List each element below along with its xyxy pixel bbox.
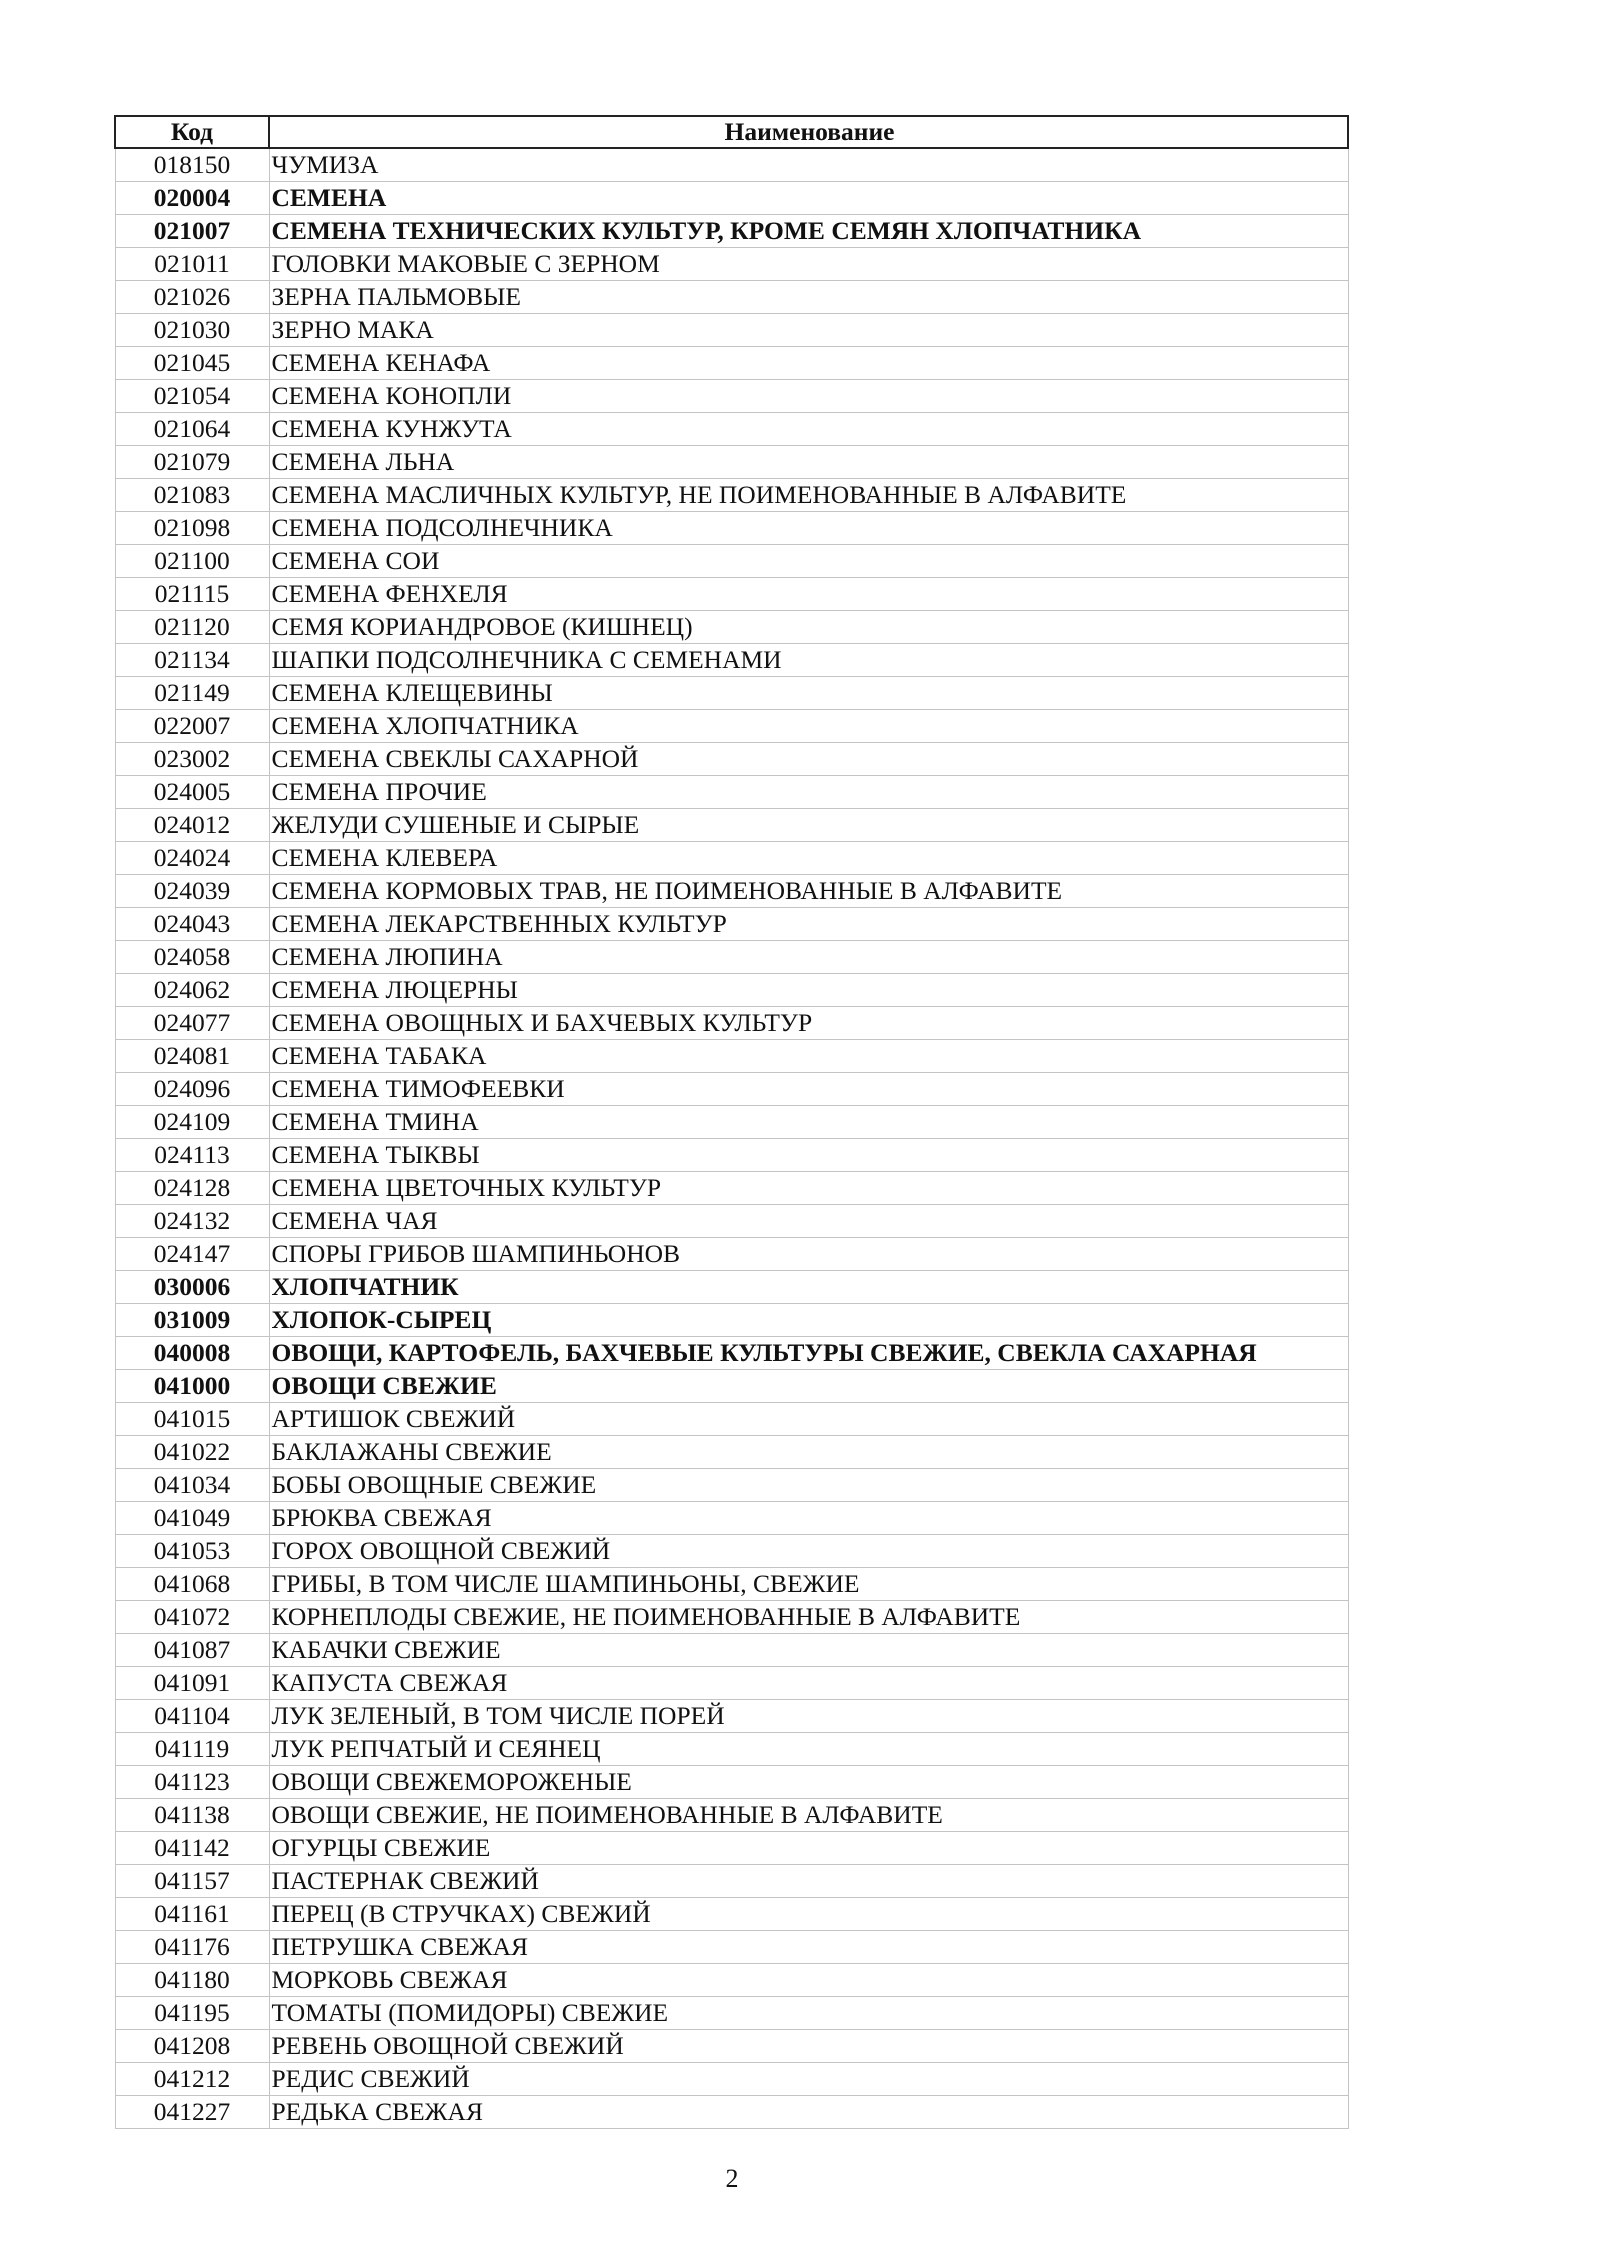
row-name: СЕМЕНА ФЕНХЕЛЯ bbox=[269, 578, 1348, 611]
row-name: СЕМЕНА КЕНАФА bbox=[269, 347, 1348, 380]
column-header-name: Наименование bbox=[269, 116, 1348, 148]
row-name: ХЛОПОК-СЫРЕЦ bbox=[269, 1304, 1348, 1337]
row-code: 021026 bbox=[115, 281, 269, 314]
row-name: ЖЕЛУДИ СУШЕНЫЕ И СЫРЫЕ bbox=[269, 809, 1348, 842]
row-code: 041049 bbox=[115, 1502, 269, 1535]
table-row bbox=[115, 1535, 1348, 1568]
row-code: 041180 bbox=[115, 1964, 269, 1997]
row-name: СЕМЕНА ТЫКВЫ bbox=[269, 1139, 1348, 1172]
row-name: ХЛОПЧАТНИК bbox=[269, 1271, 1348, 1304]
row-code: 021007 bbox=[115, 215, 269, 248]
row-code: 021115 bbox=[115, 578, 269, 611]
row-name: КАБАЧКИ СВЕЖИЕ bbox=[269, 1634, 1348, 1667]
table-row bbox=[115, 2096, 1348, 2129]
row-code: 024012 bbox=[115, 809, 269, 842]
row-code: 041022 bbox=[115, 1436, 269, 1469]
table-row bbox=[115, 1964, 1348, 1997]
row-code: 041227 bbox=[115, 2096, 269, 2129]
table-row bbox=[115, 281, 1348, 314]
table-row bbox=[115, 1106, 1348, 1139]
row-name: СЕМЕНА СВЕКЛЫ САХАРНОЙ bbox=[269, 743, 1348, 776]
table-row bbox=[115, 512, 1348, 545]
row-name: РЕДИС СВЕЖИЙ bbox=[269, 2063, 1348, 2096]
table-row bbox=[115, 1304, 1348, 1337]
row-code: 021149 bbox=[115, 677, 269, 710]
row-name: СЕМЕНА ЛЕКАРСТВЕННЫХ КУЛЬТУР bbox=[269, 908, 1348, 941]
row-code: 024147 bbox=[115, 1238, 269, 1271]
row-code: 021045 bbox=[115, 347, 269, 380]
row-code: 041053 bbox=[115, 1535, 269, 1568]
row-name: СЕМЕНА ЛЮЦЕРНЫ bbox=[269, 974, 1348, 1007]
row-code: 024096 bbox=[115, 1073, 269, 1106]
table-row bbox=[115, 148, 1348, 182]
table-row bbox=[115, 1733, 1348, 1766]
row-name: ЛУК РЕПЧАТЫЙ И СЕЯНЕЦ bbox=[269, 1733, 1348, 1766]
row-code: 041212 bbox=[115, 2063, 269, 2096]
table-row bbox=[115, 1040, 1348, 1073]
row-name: СЕМЕНА ТМИНА bbox=[269, 1106, 1348, 1139]
row-code: 021011 bbox=[115, 248, 269, 281]
row-name: БРЮКВА СВЕЖАЯ bbox=[269, 1502, 1348, 1535]
table-row bbox=[115, 776, 1348, 809]
row-name: СЕМЕНА ТАБАКА bbox=[269, 1040, 1348, 1073]
row-code: 024109 bbox=[115, 1106, 269, 1139]
row-code: 021120 bbox=[115, 611, 269, 644]
table-row bbox=[115, 1073, 1348, 1106]
row-code: 041176 bbox=[115, 1931, 269, 1964]
row-name: ОВОЩИ СВЕЖЕМОРОЖЕНЫЕ bbox=[269, 1766, 1348, 1799]
table-row bbox=[115, 380, 1348, 413]
row-name: СЕМЕНА ЛЮПИНА bbox=[269, 941, 1348, 974]
row-name: КАПУСТА СВЕЖАЯ bbox=[269, 1667, 1348, 1700]
row-name: СПОРЫ ГРИБОВ ШАМПИНЬОНОВ bbox=[269, 1238, 1348, 1271]
table-row bbox=[115, 743, 1348, 776]
row-name: СЕМЕНА ТЕХНИЧЕСКИХ КУЛЬТУР, КРОМЕ СЕМЯН ХЛОПЧАТНИКА bbox=[269, 215, 1348, 248]
table-row bbox=[115, 1370, 1348, 1403]
table-row bbox=[115, 1502, 1348, 1535]
table-row bbox=[115, 1799, 1348, 1832]
row-code: 023002 bbox=[115, 743, 269, 776]
row-code: 030006 bbox=[115, 1271, 269, 1304]
row-code: 041142 bbox=[115, 1832, 269, 1865]
table-row bbox=[115, 1238, 1348, 1271]
row-name: ПЕРЕЦ (В СТРУЧКАХ) СВЕЖИЙ bbox=[269, 1898, 1348, 1931]
table-row bbox=[115, 1667, 1348, 1700]
table-row bbox=[115, 875, 1348, 908]
table-row bbox=[115, 2063, 1348, 2096]
row-code: 021100 bbox=[115, 545, 269, 578]
row-name: ЗЕРНО МАКА bbox=[269, 314, 1348, 347]
table-row bbox=[115, 545, 1348, 578]
row-code: 024024 bbox=[115, 842, 269, 875]
row-code: 041087 bbox=[115, 1634, 269, 1667]
table-row bbox=[115, 1172, 1348, 1205]
row-name: СЕМЕНА МАСЛИЧНЫХ КУЛЬТУР, НЕ ПОИМЕНОВАННЫЕ В АЛФАВИТЕ bbox=[269, 479, 1348, 512]
table-row bbox=[115, 1766, 1348, 1799]
table-row bbox=[115, 1205, 1348, 1238]
row-name: ОВОЩИ, КАРТОФЕЛЬ, БАХЧЕВЫЕ КУЛЬТУРЫ СВЕЖИЕ, СВЕКЛА САХАРНАЯ bbox=[269, 1337, 1348, 1370]
row-code: 020004 bbox=[115, 182, 269, 215]
table-row bbox=[115, 446, 1348, 479]
row-name: СЕМЕНА КОНОПЛИ bbox=[269, 380, 1348, 413]
row-code: 031009 bbox=[115, 1304, 269, 1337]
table-row bbox=[115, 215, 1348, 248]
row-name: АРТИШОК СВЕЖИЙ bbox=[269, 1403, 1348, 1436]
row-code: 041119 bbox=[115, 1733, 269, 1766]
table-row bbox=[115, 908, 1348, 941]
row-name: СЕМЕНА КЛЕВЕРА bbox=[269, 842, 1348, 875]
table-row bbox=[115, 644, 1348, 677]
row-code: 024005 bbox=[115, 776, 269, 809]
row-name: ОГУРЦЫ СВЕЖИЕ bbox=[269, 1832, 1348, 1865]
row-code: 041123 bbox=[115, 1766, 269, 1799]
table-row bbox=[115, 1931, 1348, 1964]
classifier-table bbox=[114, 115, 1349, 2129]
row-code: 024132 bbox=[115, 1205, 269, 1238]
table-row bbox=[115, 413, 1348, 446]
row-name: ЗЕРНА ПАЛЬМОВЫЕ bbox=[269, 281, 1348, 314]
row-name: ГРИБЫ, В ТОМ ЧИСЛЕ ШАМПИНЬОНЫ, СВЕЖИЕ bbox=[269, 1568, 1348, 1601]
row-name: ПАСТЕРНАК СВЕЖИЙ bbox=[269, 1865, 1348, 1898]
row-name: ШАПКИ ПОДСОЛНЕЧНИКА С СЕМЕНАМИ bbox=[269, 644, 1348, 677]
table-row bbox=[115, 611, 1348, 644]
row-name: СЕМЕНА ЦВЕТОЧНЫХ КУЛЬТУР bbox=[269, 1172, 1348, 1205]
row-code: 041138 bbox=[115, 1799, 269, 1832]
row-code: 041157 bbox=[115, 1865, 269, 1898]
table-row bbox=[115, 1832, 1348, 1865]
row-name: СЕМЕНА ЧАЯ bbox=[269, 1205, 1348, 1238]
row-code: 021030 bbox=[115, 314, 269, 347]
table-row bbox=[115, 941, 1348, 974]
row-code: 024058 bbox=[115, 941, 269, 974]
row-name: ЛУК ЗЕЛЕНЫЙ, В ТОМ ЧИСЛЕ ПОРЕЙ bbox=[269, 1700, 1348, 1733]
table-row bbox=[115, 248, 1348, 281]
row-code: 021083 bbox=[115, 479, 269, 512]
row-code: 021079 bbox=[115, 446, 269, 479]
table-row bbox=[115, 1601, 1348, 1634]
row-code: 018150 bbox=[115, 148, 269, 182]
row-code: 024043 bbox=[115, 908, 269, 941]
table-row bbox=[115, 1337, 1348, 1370]
column-header-code: Код bbox=[115, 116, 269, 148]
row-code: 022007 bbox=[115, 710, 269, 743]
row-name: ПЕТРУШКА СВЕЖАЯ bbox=[269, 1931, 1348, 1964]
table-row bbox=[115, 314, 1348, 347]
row-code: 041072 bbox=[115, 1601, 269, 1634]
row-code: 040008 bbox=[115, 1337, 269, 1370]
row-name: ОВОЩИ СВЕЖИЕ, НЕ ПОИМЕНОВАННЫЕ В АЛФАВИТЕ bbox=[269, 1799, 1348, 1832]
row-code: 041034 bbox=[115, 1469, 269, 1502]
row-name: БАКЛАЖАНЫ СВЕЖИЕ bbox=[269, 1436, 1348, 1469]
table-row bbox=[115, 1700, 1348, 1733]
table-row bbox=[115, 1568, 1348, 1601]
row-code: 041068 bbox=[115, 1568, 269, 1601]
row-name: СЕМЕНА СОИ bbox=[269, 545, 1348, 578]
table-row bbox=[115, 1469, 1348, 1502]
table-row bbox=[115, 1007, 1348, 1040]
row-code: 024113 bbox=[115, 1139, 269, 1172]
table-row bbox=[115, 809, 1348, 842]
table-row bbox=[115, 1436, 1348, 1469]
row-code: 041208 bbox=[115, 2030, 269, 2063]
row-name: СЕМЕНА ОВОЩНЫХ И БАХЧЕВЫХ КУЛЬТУР bbox=[269, 1007, 1348, 1040]
table-row bbox=[115, 677, 1348, 710]
table-row bbox=[115, 479, 1348, 512]
row-code: 041015 bbox=[115, 1403, 269, 1436]
table-row bbox=[115, 1139, 1348, 1172]
row-code: 041091 bbox=[115, 1667, 269, 1700]
row-code: 021064 bbox=[115, 413, 269, 446]
row-name: СЕМЕНА ТИМОФЕЕВКИ bbox=[269, 1073, 1348, 1106]
row-name: СЕМЯ КОРИАНДРОВОЕ (КИШНЕЦ) bbox=[269, 611, 1348, 644]
row-name: ГОРОХ ОВОЩНОЙ СВЕЖИЙ bbox=[269, 1535, 1348, 1568]
row-name: БОБЫ ОВОЩНЫЕ СВЕЖИЕ bbox=[269, 1469, 1348, 1502]
row-name: КОРНЕПЛОДЫ СВЕЖИЕ, НЕ ПОИМЕНОВАННЫЕ В АЛФАВИТЕ bbox=[269, 1601, 1348, 1634]
row-code: 021054 bbox=[115, 380, 269, 413]
table-row bbox=[115, 710, 1348, 743]
page-number: 2 bbox=[725, 2164, 739, 2193]
row-name: СЕМЕНА bbox=[269, 182, 1348, 215]
row-name: ГОЛОВКИ МАКОВЫЕ С ЗЕРНОМ bbox=[269, 248, 1348, 281]
row-name: РЕДЬКА СВЕЖАЯ bbox=[269, 2096, 1348, 2129]
table-row bbox=[115, 974, 1348, 1007]
row-name: СЕМЕНА КУНЖУТА bbox=[269, 413, 1348, 446]
table-row bbox=[115, 578, 1348, 611]
row-name: СЕМЕНА ХЛОПЧАТНИКА bbox=[269, 710, 1348, 743]
row-code: 024128 bbox=[115, 1172, 269, 1205]
table-row bbox=[115, 1271, 1348, 1304]
table-row bbox=[115, 2030, 1348, 2063]
row-code: 024039 bbox=[115, 875, 269, 908]
table-body bbox=[115, 148, 1348, 2129]
table-row bbox=[115, 1898, 1348, 1931]
row-name: МОРКОВЬ СВЕЖАЯ bbox=[269, 1964, 1348, 1997]
row-code: 024062 bbox=[115, 974, 269, 1007]
row-name: ТОМАТЫ (ПОМИДОРЫ) СВЕЖИЕ bbox=[269, 1997, 1348, 2030]
table-row bbox=[115, 1865, 1348, 1898]
row-code: 024077 bbox=[115, 1007, 269, 1040]
table-row bbox=[115, 347, 1348, 380]
row-code: 041000 bbox=[115, 1370, 269, 1403]
row-code: 041161 bbox=[115, 1898, 269, 1931]
row-name: СЕМЕНА КЛЕЩЕВИНЫ bbox=[269, 677, 1348, 710]
table-row bbox=[115, 1634, 1348, 1667]
row-code: 021098 bbox=[115, 512, 269, 545]
row-name: СЕМЕНА ПОДСОЛНЕЧНИКА bbox=[269, 512, 1348, 545]
row-name: СЕМЕНА КОРМОВЫХ ТРАВ, НЕ ПОИМЕНОВАННЫЕ В АЛФАВИТЕ bbox=[269, 875, 1348, 908]
row-code: 041195 bbox=[115, 1997, 269, 2030]
row-code: 024081 bbox=[115, 1040, 269, 1073]
row-name: ЧУМИЗА bbox=[269, 148, 1348, 182]
table-row bbox=[115, 182, 1348, 215]
row-name: РЕВЕНЬ ОВОЩНОЙ СВЕЖИЙ bbox=[269, 2030, 1348, 2063]
table-row bbox=[115, 1997, 1348, 2030]
row-code: 021134 bbox=[115, 644, 269, 677]
table-row bbox=[115, 1403, 1348, 1436]
table-row bbox=[115, 842, 1348, 875]
row-name: СЕМЕНА ПРОЧИЕ bbox=[269, 776, 1348, 809]
table-header-row bbox=[115, 116, 1348, 148]
row-name: ОВОЩИ СВЕЖИЕ bbox=[269, 1370, 1348, 1403]
row-code: 041104 bbox=[115, 1700, 269, 1733]
row-name: СЕМЕНА ЛЬНА bbox=[269, 446, 1348, 479]
